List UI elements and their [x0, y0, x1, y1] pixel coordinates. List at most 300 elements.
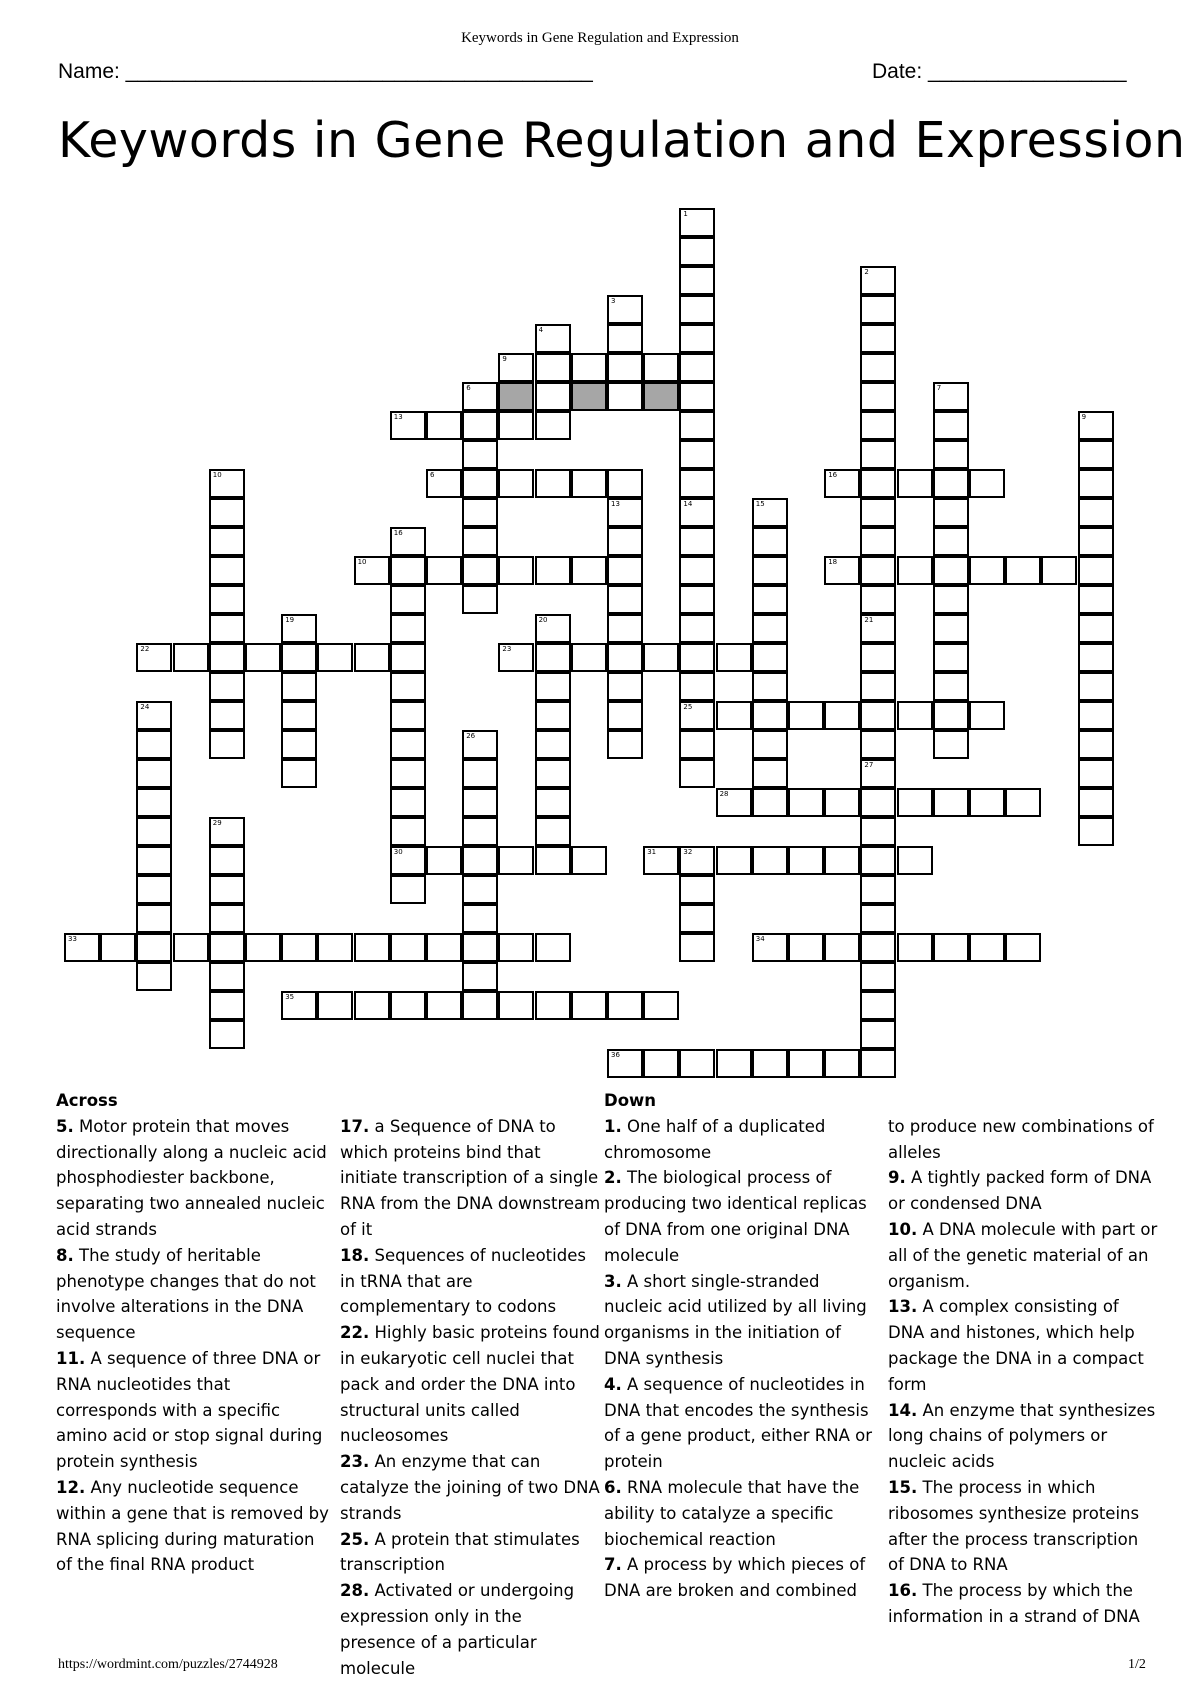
crossword-cell[interactable]: [679, 469, 715, 498]
crossword-cell[interactable]: [1078, 411, 1114, 440]
crossword-cell[interactable]: [897, 556, 933, 585]
crossword-cell[interactable]: [679, 324, 715, 353]
crossword-cell[interactable]: [969, 469, 1005, 498]
crossword-cell[interactable]: [788, 846, 824, 875]
crossword-cell[interactable]: [571, 991, 607, 1020]
crossword-cell[interactable]: [824, 469, 860, 498]
crossword-cell[interactable]: [136, 846, 172, 875]
crossword-cell[interactable]: [136, 962, 172, 991]
crossword-cell[interactable]: [860, 585, 896, 614]
crossword-cell[interactable]: [969, 788, 1005, 817]
crossword-cell[interactable]: [462, 904, 498, 933]
crossword-cell[interactable]: [860, 295, 896, 324]
crossword-cell[interactable]: [752, 933, 788, 962]
crossword-cell[interactable]: [860, 498, 896, 527]
crossword-cell[interactable]: [209, 817, 245, 846]
crossword-cell[interactable]: [1005, 556, 1041, 585]
crossword-cell[interactable]: [969, 933, 1005, 962]
crossword-cell[interactable]: [354, 643, 390, 672]
page-number: 1/2: [1128, 1657, 1146, 1672]
crossword-cell[interactable]: [426, 411, 462, 440]
crossword-cell[interactable]: [535, 701, 571, 730]
crossword-cell[interactable]: [860, 701, 896, 730]
crossword-cell[interactable]: [716, 846, 752, 875]
cell-number: 33: [68, 935, 77, 943]
crossword-cell[interactable]: [933, 933, 969, 962]
crossword-cell[interactable]: [498, 353, 534, 382]
crossword-cell[interactable]: [860, 1049, 896, 1078]
crossword-cell[interactable]: [860, 266, 896, 295]
crossword-cell[interactable]: [462, 440, 498, 469]
crossword-cell[interactable]: [607, 701, 643, 730]
crossword-cell[interactable]: [462, 817, 498, 846]
crossword-cell[interactable]: [752, 672, 788, 701]
crossword-cell[interactable]: [679, 498, 715, 527]
crossword-cell[interactable]: [860, 875, 896, 904]
crossword-cell[interactable]: [462, 933, 498, 962]
crossword-cell[interactable]: [788, 788, 824, 817]
crossword-cell[interactable]: [209, 643, 245, 672]
crossword-cell[interactable]: [933, 440, 969, 469]
crossword-cell[interactable]: [462, 556, 498, 585]
crossword-cell[interactable]: [390, 730, 426, 759]
crossword-cell[interactable]: [245, 643, 281, 672]
crossword-cell[interactable]: [607, 730, 643, 759]
crossword-cell[interactable]: [824, 1049, 860, 1078]
crossword-cell[interactable]: [933, 411, 969, 440]
crossword-cell[interactable]: [535, 556, 571, 585]
crossword-cell[interactable]: [607, 1049, 643, 1078]
crossword-cell[interactable]: [354, 991, 390, 1020]
crossword-cell[interactable]: [933, 730, 969, 759]
crossword-cell[interactable]: [535, 730, 571, 759]
crossword-cell[interactable]: [860, 759, 896, 788]
crossword-cell[interactable]: [281, 933, 317, 962]
crossword-cell[interactable]: [679, 585, 715, 614]
crossword-cell[interactable]: [860, 556, 896, 585]
crossword-cell[interactable]: [969, 701, 1005, 730]
crossword-cell[interactable]: [716, 643, 752, 672]
crossword-cell[interactable]: [571, 846, 607, 875]
crossword-cell[interactable]: [679, 614, 715, 643]
cell-number: 9: [502, 355, 507, 363]
crossword-cell[interactable]: [752, 498, 788, 527]
crossword-cell[interactable]: [498, 933, 534, 962]
crossword-cell[interactable]: [390, 527, 426, 556]
crossword-cell[interactable]: [136, 904, 172, 933]
crossword-cell[interactable]: [136, 701, 172, 730]
crossword-cell[interactable]: [1078, 527, 1114, 556]
crossword-cell[interactable]: [752, 643, 788, 672]
crossword-cell[interactable]: [136, 643, 172, 672]
crossword-cell[interactable]: [390, 585, 426, 614]
clue: 10. A DNA molecule with part or all of the genetic material of an organism.: [888, 1219, 1158, 1291]
crossword-cell[interactable]: [281, 643, 317, 672]
crossword-cell[interactable]: [607, 672, 643, 701]
crossword-cell: [643, 382, 679, 411]
crossword-cell[interactable]: [679, 266, 715, 295]
cell-number: 27: [864, 761, 874, 769]
crossword-cell[interactable]: [788, 1049, 824, 1078]
crossword-cell[interactable]: [933, 672, 969, 701]
clue: 6. RNA molecule that have the ability to catalyze a specific biochemical reaction: [604, 1477, 860, 1549]
crossword-cell[interactable]: [281, 991, 317, 1020]
crossword-cell[interactable]: [209, 585, 245, 614]
crossword-cell[interactable]: [390, 556, 426, 585]
crossword-cell[interactable]: [679, 875, 715, 904]
crossword-cell[interactable]: [317, 933, 353, 962]
crossword-cell[interactable]: [571, 353, 607, 382]
crossword-cell[interactable]: [679, 643, 715, 672]
crossword-cell[interactable]: [860, 353, 896, 382]
crossword-cell[interactable]: [390, 875, 426, 904]
cell-number: 28: [719, 790, 729, 798]
crossword-cell[interactable]: [1078, 643, 1114, 672]
crossword-cell[interactable]: [1078, 701, 1114, 730]
crossword-cell[interactable]: [1078, 556, 1114, 585]
crossword-cell[interactable]: [64, 933, 100, 962]
crossword-cell[interactable]: [679, 846, 715, 875]
crossword-cell[interactable]: [679, 411, 715, 440]
crossword-cell[interactable]: [897, 788, 933, 817]
crossword-cell[interactable]: [679, 672, 715, 701]
cell-number: 13: [611, 500, 620, 508]
crossword-cell[interactable]: [498, 643, 534, 672]
crossword-cell[interactable]: [1041, 556, 1077, 585]
crossword-cell[interactable]: [860, 991, 896, 1020]
crossword-cell[interactable]: [535, 759, 571, 788]
crossword-cell[interactable]: [752, 614, 788, 643]
crossword-cell[interactable]: [933, 382, 969, 411]
page-title: Keywords in Gene Regulation and Expression: [58, 112, 1186, 169]
crossword-cell[interactable]: [679, 527, 715, 556]
crossword-cell[interactable]: [571, 469, 607, 498]
crossword-cell[interactable]: [860, 846, 896, 875]
crossword-cell[interactable]: [281, 730, 317, 759]
crossword-cell[interactable]: [933, 788, 969, 817]
crossword-cell[interactable]: [679, 933, 715, 962]
crossword-cell[interactable]: [390, 701, 426, 730]
crossword-cell[interactable]: [643, 353, 679, 382]
crossword-cell[interactable]: [317, 991, 353, 1020]
crossword-cell[interactable]: [209, 730, 245, 759]
crossword-cell[interactable]: [860, 904, 896, 933]
crossword-cell[interactable]: [173, 933, 209, 962]
crossword-cell[interactable]: [426, 991, 462, 1020]
crossword-cell[interactable]: [860, 933, 896, 962]
cell-number: 2: [864, 268, 869, 276]
crossword-cell[interactable]: [752, 846, 788, 875]
crossword-cell[interactable]: [860, 527, 896, 556]
crossword-cell[interactable]: [390, 643, 426, 672]
running-header: Keywords in Gene Regulation and Expression: [461, 30, 739, 46]
crossword-cell[interactable]: [679, 759, 715, 788]
cell-number: 31: [647, 848, 657, 856]
crossword-cell[interactable]: [136, 730, 172, 759]
crossword-cell[interactable]: [535, 846, 571, 875]
crossword-cell[interactable]: [752, 759, 788, 788]
crossword-cell[interactable]: [824, 788, 860, 817]
crossword-cell[interactable]: [969, 556, 1005, 585]
crossword-cell[interactable]: [933, 585, 969, 614]
crossword-cell[interactable]: [679, 904, 715, 933]
crossword-cell[interactable]: [281, 759, 317, 788]
crossword-cell[interactable]: [535, 324, 571, 353]
clue: to produce new combinations of alleles: [888, 1116, 1154, 1162]
crossword-cell[interactable]: [136, 788, 172, 817]
crossword-cell[interactable]: [462, 382, 498, 411]
crossword-cell[interactable]: [607, 527, 643, 556]
crossword-cell[interactable]: [390, 788, 426, 817]
clue: 8. The study of heritable phenotype changes that do not involve alterations in the DNA sequence: [56, 1245, 316, 1343]
crossword-cell[interactable]: [535, 817, 571, 846]
crossword-cell[interactable]: [209, 962, 245, 991]
crossword-cell[interactable]: [1005, 933, 1041, 962]
crossword-cell[interactable]: [1078, 440, 1114, 469]
crossword-cell[interactable]: [860, 324, 896, 353]
crossword-cell[interactable]: [607, 382, 643, 411]
cell-number: 16: [393, 529, 403, 537]
crossword-cell[interactable]: [933, 469, 969, 498]
crossword-cell[interactable]: [462, 875, 498, 904]
crossword-cell[interactable]: [643, 991, 679, 1020]
crossword-cell[interactable]: [462, 585, 498, 614]
crossword-cell[interactable]: [390, 614, 426, 643]
crossword-cell[interactable]: [462, 788, 498, 817]
crossword-cell[interactable]: [209, 672, 245, 701]
date-field[interactable]: Date: _________________: [872, 60, 1127, 83]
cell-number: 26: [466, 732, 476, 740]
crossword-cell[interactable]: [1078, 788, 1114, 817]
crossword-cell[interactable]: [136, 933, 172, 962]
crossword-cell[interactable]: [426, 933, 462, 962]
crossword-cell[interactable]: [824, 933, 860, 962]
crossword-cell[interactable]: [607, 353, 643, 382]
crossword-cell[interactable]: [752, 788, 788, 817]
crossword-cell[interactable]: [933, 498, 969, 527]
crossword-cell[interactable]: [136, 875, 172, 904]
crossword-cell[interactable]: [209, 991, 245, 1020]
crossword-cell[interactable]: [390, 759, 426, 788]
crossword-cell[interactable]: [571, 556, 607, 585]
crossword-cell[interactable]: [679, 295, 715, 324]
crossword-cell[interactable]: [607, 643, 643, 672]
crossword-cell[interactable]: [245, 933, 281, 962]
crossword-cell[interactable]: [390, 933, 426, 962]
clue: 5. Motor protein that moves directionally along a nucleic acid phosphodiester backbone, separating two annealed nucleic acid strands: [56, 1116, 327, 1239]
crossword-cell[interactable]: [317, 643, 353, 672]
crossword-cell[interactable]: [462, 730, 498, 759]
crossword-cell[interactable]: [860, 411, 896, 440]
crossword-cell[interactable]: [281, 701, 317, 730]
crossword-cell[interactable]: [462, 498, 498, 527]
crossword-cell[interactable]: [1078, 730, 1114, 759]
crossword-cell[interactable]: [281, 614, 317, 643]
crossword-cell[interactable]: [535, 991, 571, 1020]
crossword-cell[interactable]: [209, 875, 245, 904]
crossword-cell[interactable]: [607, 469, 643, 498]
crossword-cell[interactable]: [752, 527, 788, 556]
cell-number: 14: [683, 500, 693, 508]
crossword-cell[interactable]: [679, 237, 715, 266]
crossword-cell[interactable]: [679, 1049, 715, 1078]
crossword-cell[interactable]: [860, 469, 896, 498]
crossword-cell[interactable]: [354, 556, 390, 585]
crossword-cell[interactable]: [933, 556, 969, 585]
crossword-cell[interactable]: [716, 1049, 752, 1078]
crossword-cell[interactable]: [535, 643, 571, 672]
crossword-cell[interactable]: [535, 382, 571, 411]
crossword-cell[interactable]: [897, 469, 933, 498]
cell-number: 21: [864, 616, 874, 624]
name-field[interactable]: Name: ________________________________________: [58, 60, 593, 83]
crossword-cell[interactable]: [752, 585, 788, 614]
crossword-cell[interactable]: [1078, 817, 1114, 846]
crossword-cell[interactable]: [607, 614, 643, 643]
crossword-cell[interactable]: [498, 556, 534, 585]
crossword-cell[interactable]: [209, 469, 245, 498]
crossword-cell[interactable]: [607, 585, 643, 614]
crossword-cell[interactable]: [860, 672, 896, 701]
crossword-cell[interactable]: [897, 846, 933, 875]
crossword-cell[interactable]: [136, 817, 172, 846]
crossword-cell[interactable]: [390, 672, 426, 701]
crossword-cell[interactable]: [1078, 672, 1114, 701]
crossword-cell[interactable]: [824, 701, 860, 730]
crossword-cell[interactable]: [462, 991, 498, 1020]
crossword-cell[interactable]: [535, 614, 571, 643]
crossword-cell[interactable]: [462, 962, 498, 991]
crossword-cell[interactable]: [426, 556, 462, 585]
crossword-cell[interactable]: [209, 498, 245, 527]
cell-number: 30: [393, 848, 403, 856]
crossword-cell[interactable]: [607, 295, 643, 324]
crossword-cell[interactable]: [643, 643, 679, 672]
cell-number: 23: [502, 645, 512, 653]
crossword-cell[interactable]: [933, 701, 969, 730]
crossword-cell[interactable]: [498, 991, 534, 1020]
crossword-cell[interactable]: [860, 962, 896, 991]
crossword-cell[interactable]: [860, 788, 896, 817]
crossword-cell[interactable]: [462, 411, 498, 440]
crossword-cell[interactable]: [209, 846, 245, 875]
crossword-cell[interactable]: [860, 440, 896, 469]
crossword-cell[interactable]: [1078, 469, 1114, 498]
crossword-cell[interactable]: [643, 846, 679, 875]
crossword-cell[interactable]: [897, 701, 933, 730]
crossword-cell[interactable]: [209, 527, 245, 556]
crossword-cell[interactable]: [498, 411, 534, 440]
crossword-cell[interactable]: [933, 614, 969, 643]
crossword-cell[interactable]: [933, 643, 969, 672]
crossword-cell[interactable]: [1078, 614, 1114, 643]
crossword-cell[interactable]: [535, 672, 571, 701]
crossword-cell[interactable]: [679, 701, 715, 730]
crossword-cell[interactable]: [136, 759, 172, 788]
crossword-cell[interactable]: [679, 556, 715, 585]
crossword-cell[interactable]: [643, 1049, 679, 1078]
cell-number: 9: [1081, 413, 1087, 421]
crossword-cell[interactable]: [535, 788, 571, 817]
crossword-cell[interactable]: [498, 469, 534, 498]
cell-number: 24: [140, 703, 150, 711]
crossword-cell[interactable]: [462, 469, 498, 498]
crossword-cell[interactable]: [535, 933, 571, 962]
crossword-cell[interactable]: [679, 353, 715, 382]
crossword-cell[interactable]: [462, 759, 498, 788]
crossword-cell[interactable]: [1005, 788, 1041, 817]
crossword-cell[interactable]: [716, 788, 752, 817]
crossword-cell[interactable]: [390, 411, 426, 440]
crossword-cell[interactable]: [100, 933, 136, 962]
crossword-cell[interactable]: [933, 527, 969, 556]
crossword-cell[interactable]: [860, 614, 896, 643]
crossword-cell[interactable]: [1078, 585, 1114, 614]
crossword-cell[interactable]: [209, 1020, 245, 1049]
crossword-cell[interactable]: [752, 730, 788, 759]
crossword-cell[interactable]: [281, 672, 317, 701]
crossword-cell[interactable]: [752, 1049, 788, 1078]
crossword-cell[interactable]: [571, 643, 607, 672]
crossword-cell[interactable]: [679, 382, 715, 411]
crossword-cell[interactable]: [860, 730, 896, 759]
crossword-cell[interactable]: [390, 846, 426, 875]
crossword-cell[interactable]: [824, 556, 860, 585]
crossword-cell[interactable]: [824, 846, 860, 875]
crossword-cell[interactable]: [535, 469, 571, 498]
crossword-cell[interactable]: [860, 817, 896, 846]
crossword-cell[interactable]: [752, 556, 788, 585]
crossword-cell[interactable]: [788, 701, 824, 730]
clue: 13. A complex consisting of DNA and histones, which help package the DNA in a compact form: [888, 1297, 1144, 1394]
crossword-cell[interactable]: [860, 643, 896, 672]
crossword-cell[interactable]: [426, 469, 462, 498]
crossword-cell[interactable]: [462, 527, 498, 556]
crossword-cell[interactable]: [354, 933, 390, 962]
crossword-cell[interactable]: [1078, 498, 1114, 527]
crossword-cell[interactable]: [498, 846, 534, 875]
crossword-cell[interactable]: [209, 933, 245, 962]
crossword-cell[interactable]: [462, 846, 498, 875]
crossword-cell[interactable]: [209, 614, 245, 643]
crossword-cell[interactable]: [752, 701, 788, 730]
across-column-2: [340, 1114, 602, 1682]
crossword-cell[interactable]: [860, 1020, 896, 1049]
clue: 16. The process by which the information in a strand of DNA: [888, 1581, 1140, 1626]
crossword-cell[interactable]: [1078, 759, 1114, 788]
crossword-cell[interactable]: [607, 556, 643, 585]
crossword-cell[interactable]: [535, 411, 571, 440]
crossword-cell[interactable]: [209, 904, 245, 933]
crossword-cell[interactable]: [535, 353, 571, 382]
crossword-cell[interactable]: [173, 643, 209, 672]
crossword-cell[interactable]: [607, 498, 643, 527]
crossword-cell[interactable]: [860, 382, 896, 411]
crossword-cell[interactable]: [426, 846, 462, 875]
crossword-cell[interactable]: [607, 991, 643, 1020]
crossword-cell[interactable]: [390, 991, 426, 1020]
crossword-cell[interactable]: [679, 440, 715, 469]
crossword-cell[interactable]: [897, 933, 933, 962]
crossword-cell[interactable]: [679, 730, 715, 759]
crossword-cell[interactable]: [209, 701, 245, 730]
crossword-cell[interactable]: [607, 324, 643, 353]
crossword-cell[interactable]: [788, 933, 824, 962]
crossword-cell[interactable]: [209, 556, 245, 585]
crossword-cell[interactable]: [390, 817, 426, 846]
crossword-cell[interactable]: [679, 208, 715, 237]
crossword-cell[interactable]: [716, 701, 752, 730]
